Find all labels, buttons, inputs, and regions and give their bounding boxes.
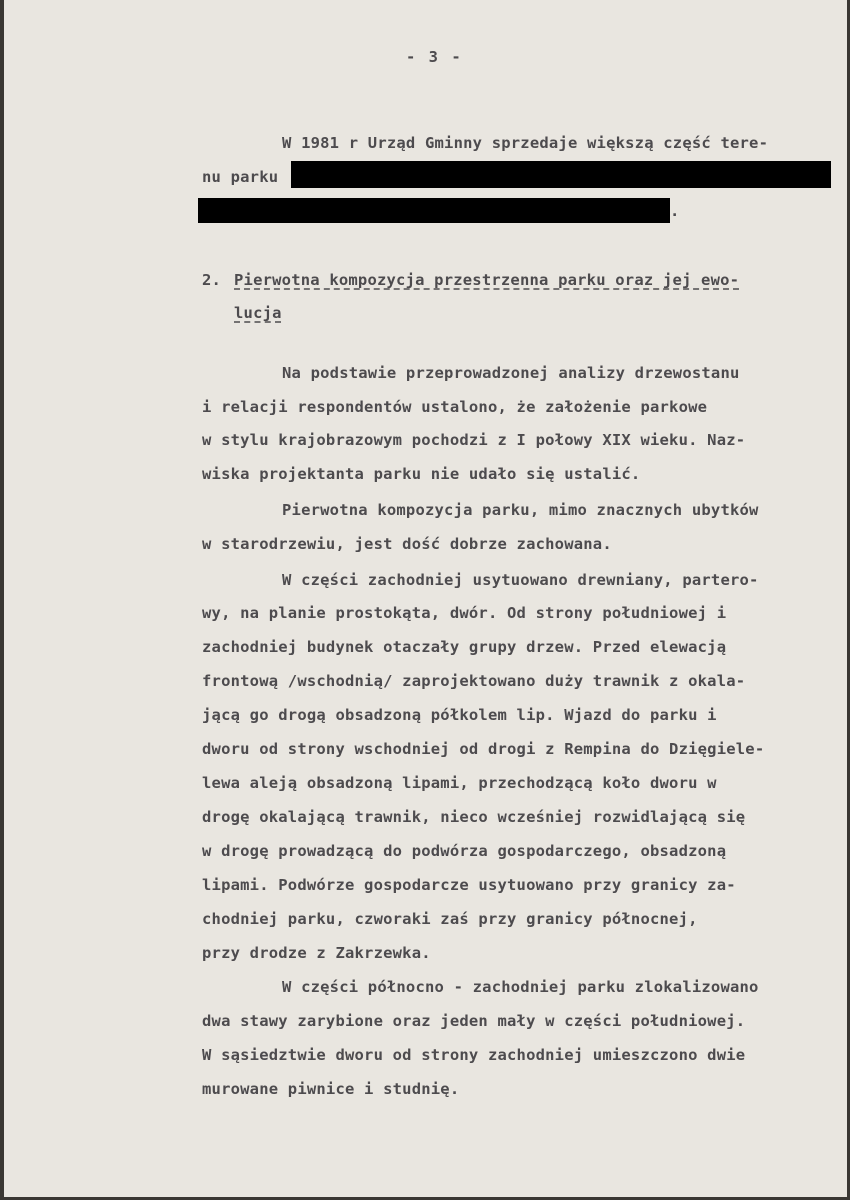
paragraph-line: i relacji respondentów ustalono, że założenie parkowe — [202, 398, 708, 416]
paragraph-line: Na podstawie przeprowadzonej analizy drzewostanu — [282, 364, 740, 382]
paragraph-line: W sąsiedztwie dworu od strony zachodniej umieszczono dwie — [202, 1046, 746, 1064]
section-number: 2. — [202, 271, 222, 289]
paragraph-line: lewa aleją obsadzoną lipami, przechodzącą koło dworu w — [202, 774, 717, 792]
paragraph-line: Pierwotna kompozycja parku, mimo znacznych ubytków — [282, 501, 759, 519]
redaction-bar — [291, 161, 831, 188]
paragraph-line: W części północno - zachodniej parku zlokalizowano — [282, 978, 759, 996]
intro-line-1: W 1981 r Urząd Gminny sprzedaje większą część tere- — [282, 134, 769, 152]
paragraph-line: jącą go drogą obsadzoną półkolem lip. Wjazd do parku i — [202, 706, 717, 724]
page-number: - 3 - — [406, 48, 463, 66]
redaction-bar — [198, 198, 670, 223]
paragraph-line: chodniej parku, czworaki zaś przy granicy północnej, — [202, 910, 698, 928]
intro-line-3-period: . — [670, 202, 680, 220]
paragraph-line: zachodniej budynek otaczały grupy drzew. Przed elewacją — [202, 638, 727, 656]
paragraph-line: w starodrzewiu, jest dość dobrze zachowana. — [202, 535, 612, 553]
paragraph-line: W części zachodniej usytuowano drewniany, partero- — [282, 571, 759, 589]
paragraph-line: lipami. Podwórze gospodarcze usytuowano przy granicy za- — [202, 876, 736, 894]
paragraph-line: dworu od strony wschodniej od drogi z Rempina do Dzięgiele- — [202, 740, 765, 758]
paragraph-line: wy, na planie prostokąta, dwór. Od strony południowej i — [202, 604, 727, 622]
paragraph-line: drogę okalającą trawnik, nieco wcześniej rozwidlającą się — [202, 808, 746, 826]
paragraph-line: murowane piwnice i studnię. — [202, 1080, 460, 1098]
section-title-line-1: Pierwotna kompozycja przestrzenna parku oraz jej ewo- — [234, 271, 740, 289]
paragraph-line: w stylu krajobrazowym pochodzi z I połowy XIX wieku. Naz- — [202, 431, 746, 449]
intro-line-2: nu parku — [202, 168, 279, 186]
scan-edge-left — [0, 0, 4, 1200]
section-title-line-2: lucja — [234, 304, 282, 322]
paragraph-line: dwa stawy zarybione oraz jeden mały w części południowej. — [202, 1012, 746, 1030]
paragraph-line: przy drodze z Zakrzewka. — [202, 944, 431, 962]
paragraph-line: w drogę prowadzącą do podwórza gospodarczego, obsadzoną — [202, 842, 727, 860]
paragraph-line: wiska projektanta parku nie udało się ustalić. — [202, 465, 641, 483]
paragraph-line: frontową /wschodnią/ zaprojektowano duży trawnik z okala- — [202, 672, 746, 690]
